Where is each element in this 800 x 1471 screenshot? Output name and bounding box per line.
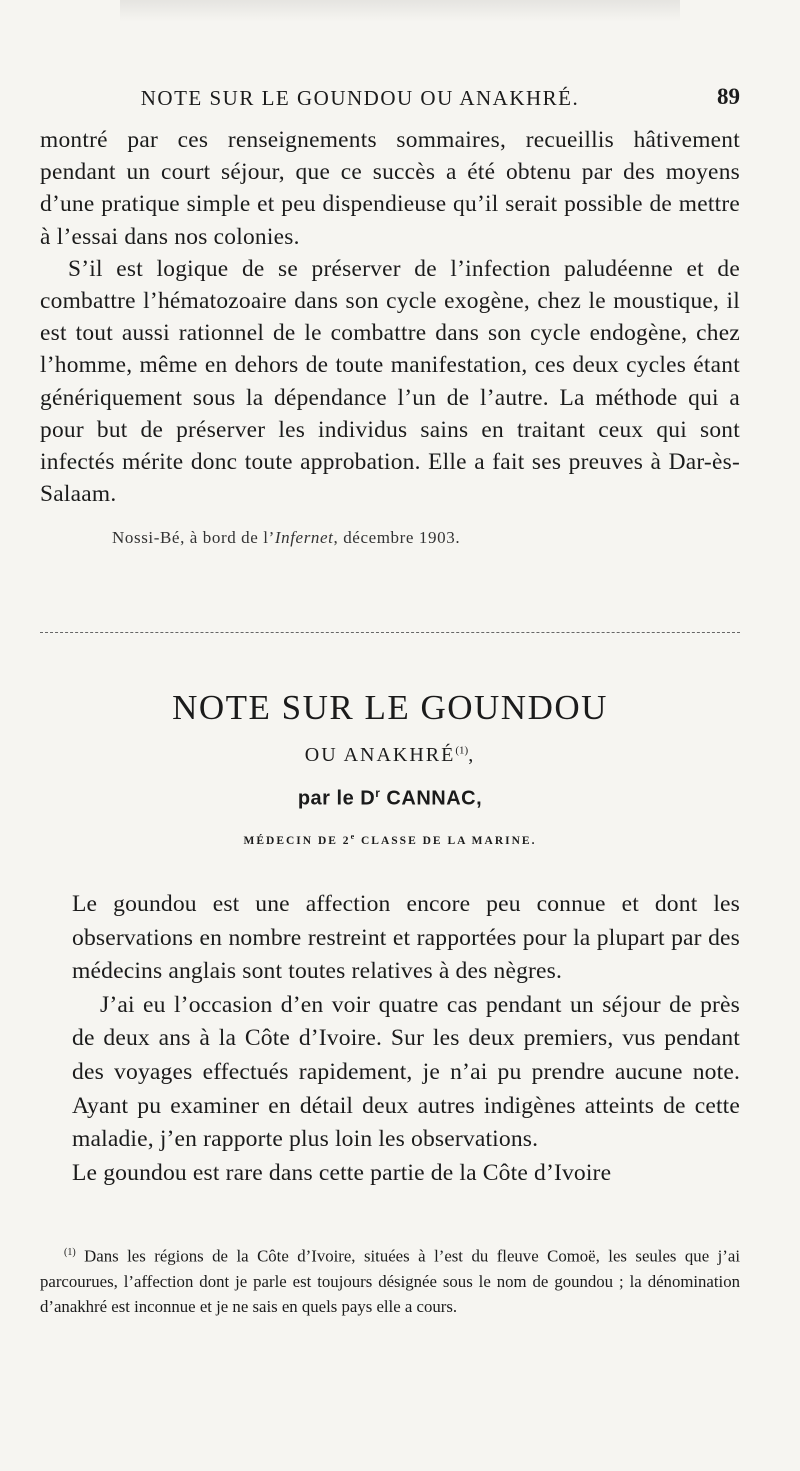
- scan-edge-shadow: [120, 0, 680, 22]
- affiliation-suffix: CLASSE DE LA MARINE.: [356, 834, 537, 847]
- previous-article-paragraph: S’il est logique de se préserver de l’infection paludéenne et de combattre l’hématozoaire dans son cycle exogène, chez le moustique, il est tout aussi rationnel de le combattre dans son cycle endogène, chez l’homme, même en dehors de toute manifestation, ces deux cycles étant génériquement sous la dépendance l’un de l’autre. La méthode qui a pour but de préserver les individus sains en traitant ceux qui sont infectés mérite donc toute approbation. Elle a fait ses preuves à Dar-ès-Salaam.: [40, 255, 740, 508]
- running-head-title: NOTE SUR LE GOUNDOU OU ANAKHRÉ.: [140, 86, 580, 110]
- previous-article-ending: [40, 124, 740, 548]
- author-prefix: par le D: [297, 787, 376, 810]
- article-title: NOTE SUR LE GOUNDOU: [172, 688, 608, 727]
- article-body: [72, 888, 740, 1190]
- signoff-date: , décembre 1903.: [333, 528, 461, 548]
- signoff-ship-name: Infernet: [274, 528, 334, 548]
- footnote: [40, 1240, 740, 1319]
- author-name: CANNAC,: [380, 787, 483, 810]
- page-number: 89: [717, 84, 740, 109]
- affiliation-superscript: e: [350, 832, 357, 841]
- author-prefix-superscript: r: [375, 786, 381, 800]
- article-paragraph: J’ai eu l’occasion d’en voir quatre cas pendant un séjour de près de deux ans à la Côte d’Ivoire. Sur les deux premiers, vus pendant des voyages effectués rapidement, je n’ai pu prendre aucune note. Ayant pu examiner en détail deux autres indigènes atteints de cette maladie, j’en rapporte plus loin les observations.: [72, 991, 740, 1153]
- author-affiliation: [40, 832, 740, 847]
- author-byline: [40, 786, 740, 811]
- footnote-text: [40, 1240, 740, 1319]
- footnote-body: Dans les régions de la Côte d’Ivoire, situées à l’est du fleuve Comoë, les seules que j’ai parcourues, l’affection dont je parle est toujours désignée sous le nom de goundou ; la dénomination d’anakhré est inconnue et je ne sais en quels pays elle a cours.: [40, 1246, 740, 1316]
- running-head: [40, 84, 740, 114]
- section-divider: [40, 632, 740, 633]
- signoff-place: Nossi-Bé, à bord de l’: [112, 528, 275, 548]
- article-subtitle: OU ANAKHRÉ$^{(1)}$,: [304, 744, 476, 766]
- signoff-line: [112, 528, 740, 548]
- footnote-mark: (1): [64, 1247, 76, 1258]
- affiliation-prefix: MÉDECIN DE 2: [243, 834, 351, 847]
- footnote-reference: (1): [455, 744, 469, 757]
- previous-article-paragraph: montré par ces renseignements sommaires, recueillis hâtivement pendant un court séjour, que ce succès a été obtenu par des moyens d’une pratique simple et peu dispendieuse qu’il serait possible de mettre à l’essai dans nos colonies.: [40, 127, 740, 250]
- article-paragraph: Le goundou est une affection encore peu connue et dont les observations en nombre restreint et rapportées pour la plupart par des médecins anglais sont toutes relatives à des nègres.: [72, 891, 740, 985]
- article-paragraph: Le goundou est rare dans cette partie de la Côte d’Ivoire: [72, 1159, 612, 1186]
- article-subtitle-text: OU ANAKHRÉ: [304, 744, 456, 766]
